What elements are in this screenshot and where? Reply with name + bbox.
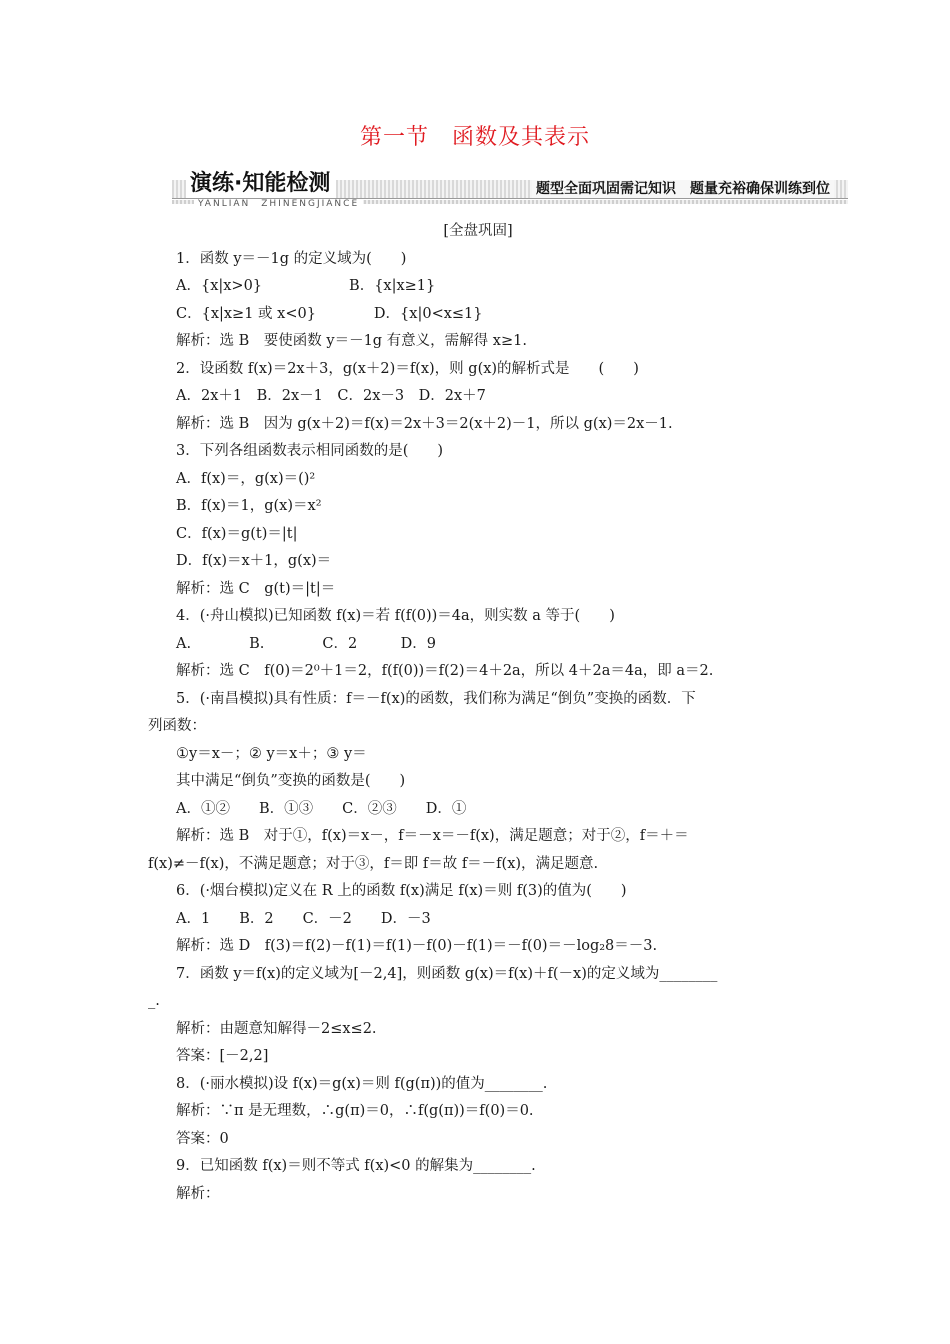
text-line: 3．下列各组函数表示相同函数的是( ) <box>176 443 444 459</box>
text-line: f(x)≠－f(x)，不满足题意；对于③，f＝即 f＝故 f＝－f(x)，满足题意. <box>148 855 599 872</box>
text-line: 解析： <box>176 1185 220 1202</box>
section-label: [全盘巩固] <box>443 223 513 239</box>
text-line: B．f(x)＝1，g(x)＝x² <box>176 498 322 514</box>
text-line: 9．已知函数 f(x)＝则不等式 f(x)<0 的解集为________. <box>176 1158 536 1174</box>
text-line: 解析：选 B 对于①，f(x)＝x－，f＝－x＝－f(x)，满足题意；对于②，f＝＋＝ <box>176 828 689 844</box>
banner-slogan: 题型全面巩固需记知识 题量充裕确保训练到位 <box>532 180 834 198</box>
banner-pinyin: YANLIAN ZHINENGJIANCE <box>194 199 363 210</box>
text-line: D．f(x)＝x＋1，g(x)＝ <box>176 553 332 569</box>
text-line: 6．(·烟台模拟)定义在 R 上的函数 f(x)满足 f(x)＝则 f(3)的值为( ) <box>176 883 627 899</box>
page-title: 第一节 函数及其表示 <box>359 125 590 150</box>
text-line: 答案：[－2,2] <box>176 1048 269 1064</box>
text-line: 列函数： <box>148 718 206 734</box>
text-line: 解析：选 B 要使函数 y＝－1g 有意义，需解得 x≥1. <box>176 333 527 349</box>
text-line: 5．(·南昌模拟)具有性质：f＝－f(x)的函数，我们称为满足“倒负”变换的函数．下 <box>176 690 696 707</box>
text-line: C．{x|x≥1 或 x<0} D．{x|0<x≤1} <box>176 305 483 322</box>
exercise-body <box>148 218 808 1208</box>
text-line: C．f(x)＝g(t)＝|t| <box>176 525 298 542</box>
text-line: A．1 B．2 C．－2 D．－3 <box>176 910 431 927</box>
text-line: A. B. C．2 D．9 <box>176 635 437 652</box>
text-line: 7．函数 y＝f(x)的定义域为[－2,4]，则函数 g(x)＝f(x)＋f(－x)的定义域为________ <box>176 965 718 982</box>
text-line: A．①② B．①③ C．②③ D．① <box>176 800 467 817</box>
text-line: 解析：由题意知解得－2≤x≤2. <box>176 1020 377 1037</box>
text-line: 8．(·丽水模拟)设 f(x)＝g(x)＝则 f(g(π))的值为________. <box>176 1075 548 1092</box>
text-line: 解析：选 D f(3)＝f(2)－f(1)＝f(1)－f(0)－f(1)＝－f(0)＝－log₂8＝－3. <box>176 938 658 954</box>
text-line: 解析：选 B 因为 g(x＋2)＝f(x)＝2x＋3＝2(x＋2)－1，所以 g(x)＝2x－1. <box>176 415 673 432</box>
section-banner <box>172 170 848 214</box>
text-line: 解析：∵π 是无理数，∴g(π)＝0，∴f(g(π))＝f(0)＝0. <box>176 1103 534 1119</box>
text-line: A．{x|x>0} B．{x|x≥1} <box>176 278 436 294</box>
banner-main-title: 演练·知能检测 <box>186 170 336 198</box>
text-line: 解析：选 C f(0)＝2⁰＋1＝2，f(f(0))＝f(2)＝4＋2a，所以 4＋2a＝4a，即 a＝2. <box>176 663 714 679</box>
text-line: 1．函数 y＝－1g 的定义域为( ) <box>176 250 407 267</box>
text-line: A．2x＋1 B．2x－1 C．2x－3 D．2x＋7 <box>176 388 486 404</box>
text-line: 解析：选 C g(t)＝|t|＝ <box>176 580 336 597</box>
text-line: A．f(x)＝，g(x)＝()² <box>176 470 316 487</box>
text-line: 2．设函数 f(x)＝2x＋3，g(x＋2)＝f(x)，则 g(x)的解析式是 ( ) <box>176 360 639 377</box>
text-line: 4．(·舟山模拟)已知函数 f(x)＝若 f(f(0))＝4a，则实数 a 等于( ) <box>176 608 615 624</box>
text-line: 答案：0 <box>176 1130 229 1147</box>
text-line: 其中满足“倒负”变换的函数是( ) <box>176 773 406 789</box>
text-line: ①y＝x－；② y＝x＋；③ y＝ <box>176 745 367 762</box>
text-line: _. <box>148 993 160 1009</box>
